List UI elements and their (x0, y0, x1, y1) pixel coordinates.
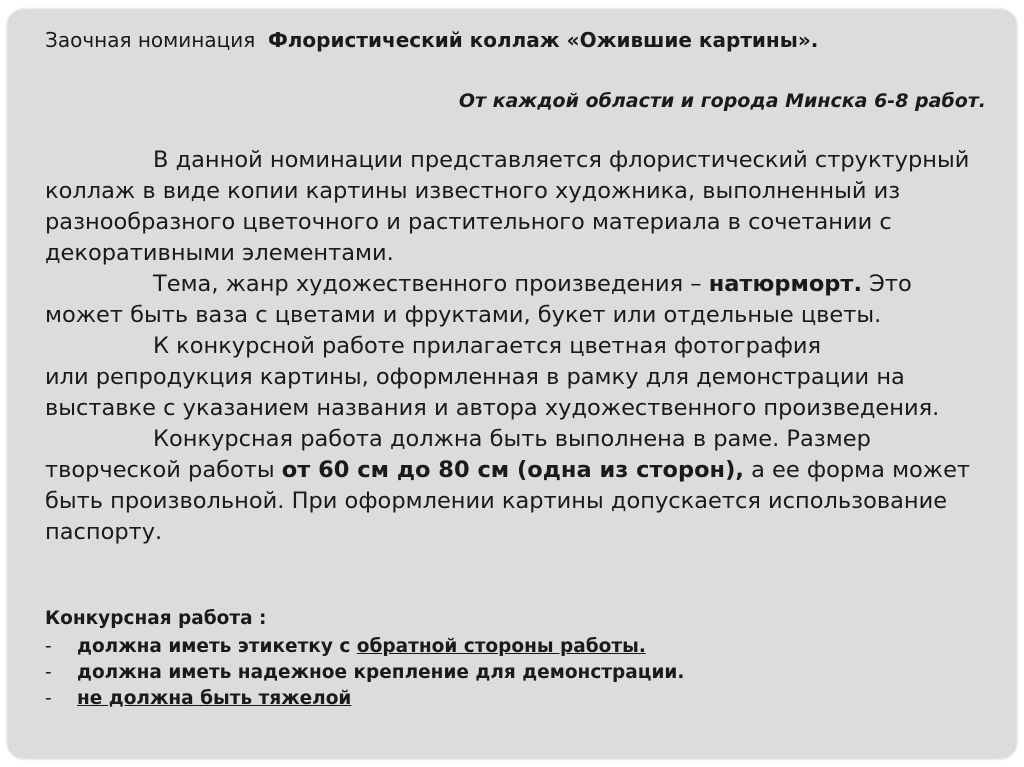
list-dash: - (45, 636, 52, 657)
title-prefix: Заочная номинация (45, 28, 256, 52)
size-requirement: от 60 см до 80 см (одна из сторон), (281, 457, 744, 483)
paragraph-3-first-line: К конкурсной работе прилагается цветная фотография (153, 333, 822, 359)
paragraph-4-text-start: творческой работы (45, 457, 282, 483)
body-text (45, 145, 985, 548)
genre-still-life: натюрморт. (708, 271, 862, 297)
paragraph-2-text-end: Это может быть ваза с цветами и фруктами, букет или отдельные цветы. (45, 271, 912, 328)
requirements-block (45, 606, 985, 712)
requirement-item (45, 634, 985, 660)
requirements-heading: Конкурсная работа : (45, 608, 267, 629)
list-dash: - (45, 688, 52, 709)
slide (8, 10, 1016, 758)
requirement-item (45, 686, 985, 712)
requirement-label-text (77, 634, 646, 660)
paragraph-3 (45, 331, 985, 424)
paragraph-3-rest: или репродукция картины, оформленная в рамку для демонстрации на выставке с указанием названия и автора художественного произведения. (45, 364, 940, 421)
requirement-1-underlined: обратной стороны работы. (356, 636, 646, 657)
requirement-1-text: должна иметь этикетку с (77, 636, 357, 657)
paragraph-4 (45, 424, 985, 548)
requirement-3-text: не должна быть тяжелой (77, 688, 352, 709)
list-dash: - (45, 662, 52, 683)
title-nomination-name: Флористический коллаж «Ожившие картины». (267, 28, 819, 52)
slide-title (45, 26, 818, 54)
paragraph-1 (45, 145, 985, 269)
paragraph-2 (45, 269, 985, 331)
paragraph-1-text: В данной номинации представляется флористический структурный коллаж в виде копии картины известного художника, выполненный из разнообразного цветочного и растительного материала в сочетании с декоративными элементами. (45, 147, 970, 266)
paragraph-2-text-start: Тема, жанр художественного произведения – (153, 271, 709, 297)
requirement-item (45, 660, 985, 686)
paragraph-4-first-line: Конкурсная работа должна быть выполнена в раме. Размер (153, 426, 871, 452)
slide-subtitle: От каждой области и города Минска 6-8 работ. (458, 90, 986, 112)
requirement-2-text: должна иметь надежное крепление для демонстрации. (77, 662, 685, 683)
paragraph-4-text-end: а ее форма может быть произвольной. При оформлении картины допускается использование паспорту. (45, 457, 971, 545)
